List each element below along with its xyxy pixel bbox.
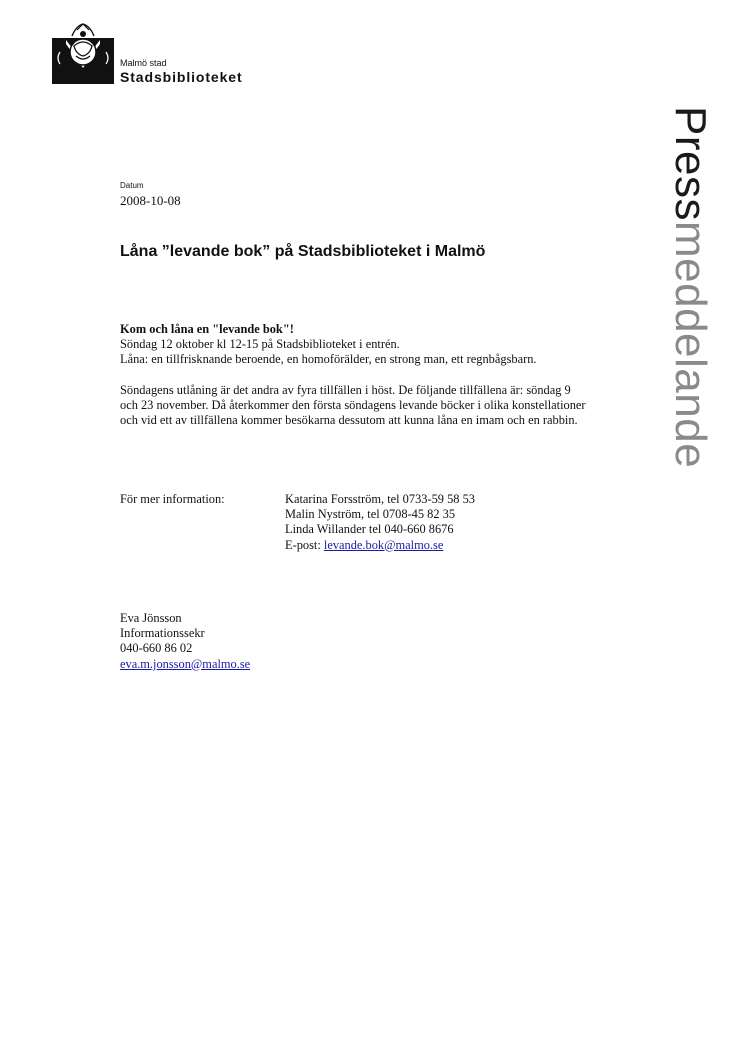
signature-email-link[interactable]: eva.m.jonsson@malmo.se: [120, 656, 251, 671]
body-line-2: Låna: en tillfrisknande beroende, en homoförälder, en strong man, ett regnbågsbarn.: [120, 352, 537, 367]
date-value: 2008-10-08: [120, 193, 181, 208]
side-label-press: Press: [666, 106, 715, 221]
info-contacts: [285, 492, 475, 553]
contact-line: Katarina Forsström, tel 0733-59 58 53: [285, 492, 475, 506]
malmo-coat-of-arms-logo: [52, 22, 114, 84]
org-name: Stadsbiblioteket: [120, 69, 243, 85]
contact-line: Malin Nyström, tel 0708-45 82 35: [285, 507, 456, 522]
signature-block: [120, 611, 250, 672]
signature-title: Informationssekr: [120, 626, 205, 641]
body-paragraph-2: Söndagens utlåning är det andra av fyra tillfällen i höst. De följande tillfällena är: söndag 9 och 23 november. Då återkommer den första söndagens levande böcker i olika konstellationer och vid ett av tillfällena kommer besökarna dessutom att kunna låna en imam och en rabbin.: [120, 382, 586, 428]
signature-name: Eva Jönsson: [120, 611, 182, 625]
body-line-1: Söndag 12 oktober kl 12-15 på Stadsbiblioteket i entrén.: [120, 337, 400, 352]
organization-block: [120, 58, 243, 85]
info-label: För mer information:: [120, 492, 225, 506]
org-city: Malmö stad: [120, 58, 167, 68]
side-label-meddelande: meddelande: [666, 220, 715, 469]
contact-line: Linda Willander tel 040-660 8676: [285, 522, 454, 537]
signature-phone: 040-660 86 02: [120, 641, 193, 656]
press-release-vertical-label: [666, 106, 715, 469]
lead-line: Kom och låna en "levande bok"!: [120, 322, 294, 336]
email-prefix: E-post:: [285, 537, 324, 552]
page-title: Låna ”levande bok” på Stadsbiblioteket i Malmö: [120, 243, 486, 260]
body-text: [120, 322, 590, 428]
info-email-link[interactable]: levande.bok@malmo.se: [323, 537, 444, 552]
date-label: Datum: [120, 181, 144, 190]
contact-email-line: [285, 538, 475, 553]
